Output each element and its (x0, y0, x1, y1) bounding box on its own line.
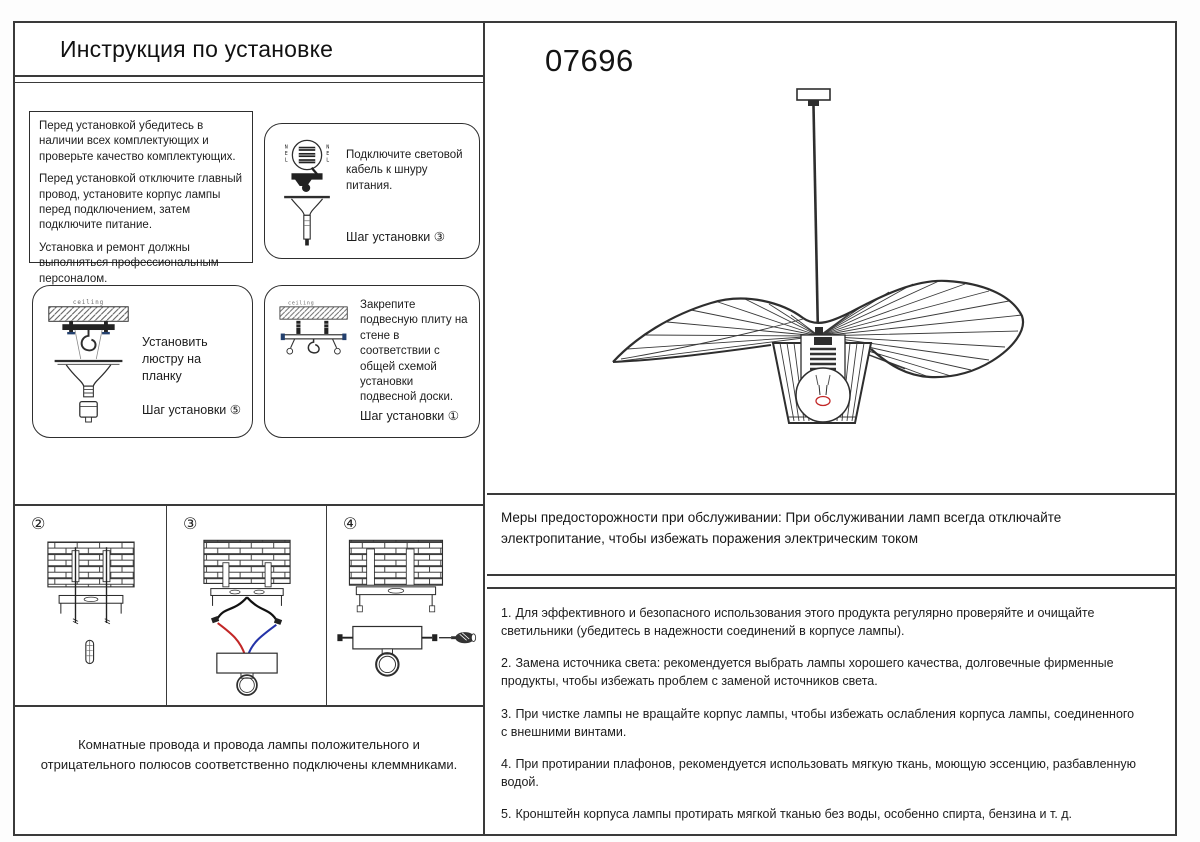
right-column (487, 23, 1175, 834)
step-text: Установить люстру на планку (142, 335, 208, 383)
step-label: Шаг установки ① (360, 409, 459, 424)
panel-number: ② (31, 516, 46, 533)
diagram-panels (15, 506, 483, 707)
maintenance-item (501, 705, 1139, 741)
svg-text:E: E (284, 150, 288, 157)
item-number: 5. (501, 807, 512, 821)
panel-2 (15, 506, 167, 705)
item-text: При протирании плафонов, рекомендуется использовать мягкую ткань, моющую эссенцию, разбавленную водой. (501, 756, 1136, 789)
general-notes-box (29, 111, 253, 285)
svg-text:N: N (326, 144, 330, 151)
terminal-connection-note: Комнатные провода и провода лампы положительного и отрицательного полюсов соответственно подключены клеммниками. (40, 737, 458, 772)
step-box-hang-on-bracket (32, 285, 253, 438)
item-text: Для эффективного и безопасного использования этого продукта регулярно проверяйте и очищайте светильники (убедитесь в надежности соединений в корпусе лампы). (501, 606, 1095, 639)
pendant-lamp-illustration (561, 79, 1041, 451)
product-drawing-area (487, 23, 1175, 495)
step-text: Подключите световой кабель к шнуру питания. (346, 149, 463, 192)
item-text: При чистке лампы не вращайте корпус лампы, чтобы избежать ослабления корпуса лампы, соединенного с внешними винтами. (501, 706, 1135, 739)
wiring-terminal-icon (275, 134, 339, 250)
step-label: Шаг установки ③ (346, 230, 445, 245)
svg-text:ceiling: ceiling (288, 300, 315, 307)
svg-text:E: E (326, 150, 330, 157)
ceiling-hook-canopy-icon (43, 296, 135, 426)
svg-text:L: L (326, 157, 330, 164)
note-paragraph: Перед установкой отключите главный провод, установите корпус лампы перед подключением, затем подключите питание. (39, 173, 243, 232)
panel-number: ③ (183, 516, 198, 533)
wall-anchor-screws-icon (26, 530, 156, 698)
left-footer (15, 707, 483, 774)
svg-text:ceiling: ceiling (72, 299, 105, 306)
maintenance-list (487, 589, 1175, 834)
note-paragraph: Перед установкой убедитесь в наличии всех комплектующих и проверьте качество комплектующих. (39, 120, 236, 163)
item-text: Кронштейн корпуса лампы протирать мягкой тканью без воды, особенно спирта, бензина и т. д. (515, 807, 1073, 821)
svg-text:N: N (284, 144, 288, 151)
left-column (15, 23, 485, 834)
panel-number: ④ (343, 516, 358, 533)
divider-band (487, 576, 1175, 589)
page-title: Инструкция по установке (15, 23, 483, 77)
maintenance-item (501, 805, 1139, 823)
item-number: 1. (501, 606, 512, 620)
model-number: 07696 (545, 43, 634, 78)
item-number: 2. (501, 656, 512, 671)
maintenance-warning: Меры предосторожности при обслуживании: При обслуживании ламп всегда отключайте электропитание, чтобы избежать поражения электрическим током (487, 495, 1175, 576)
svg-text:L: L (284, 157, 288, 164)
item-number: 3. (501, 706, 512, 721)
mounting-plate-icon (275, 296, 353, 376)
instructions-area (15, 83, 483, 506)
maintenance-item (501, 654, 1139, 690)
maintenance-item (501, 604, 1139, 640)
maintenance-item (501, 755, 1139, 791)
step-box-connect-cable (264, 123, 480, 259)
step-box-fix-plate (264, 285, 480, 438)
base-screwdriver-icon (331, 530, 479, 698)
page-frame (13, 21, 1177, 836)
note-paragraph: Установка и ремонт должны выполняться профессиональным персоналом. (39, 241, 219, 285)
item-number: 4. (501, 756, 512, 771)
item-text: Замена источника света: рекомендуется выбрать лампы хорошего качества, долговечные фирменные продукты, чтобы избежать проблем с заменой источников света. (501, 656, 1114, 689)
panel-3 (167, 506, 327, 705)
step-label: Шаг установки ⑤ (142, 403, 241, 418)
step-text: Закрепите подвесную плиту на стене в соответствии с общей схемой установки подвесной доски. (360, 299, 468, 404)
wire-connection-icon (177, 530, 317, 698)
panel-4 (327, 506, 483, 705)
